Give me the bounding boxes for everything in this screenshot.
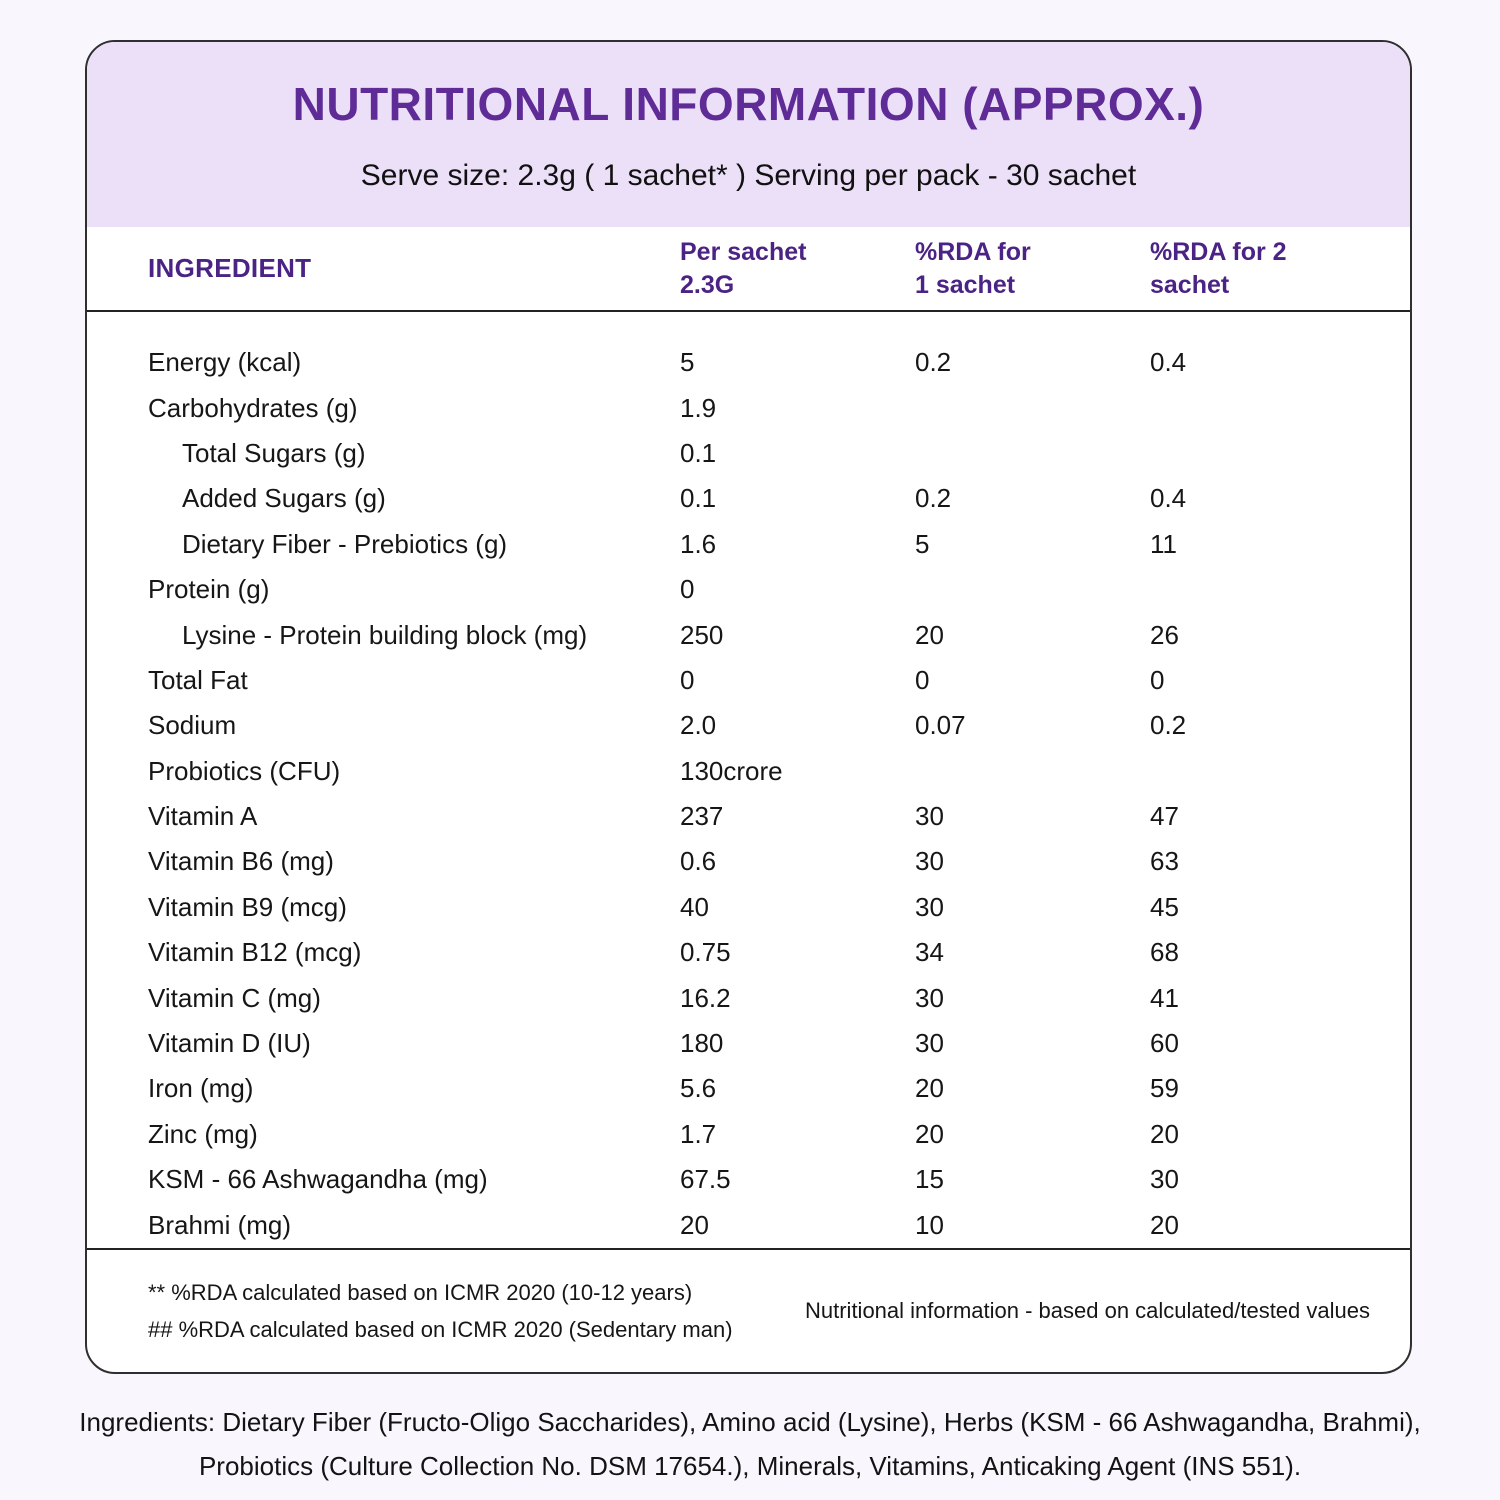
table-row [87,431,1410,476]
table-row [87,1202,1410,1247]
row-value-rda-1-sachet: 30 [915,982,944,1013]
column-rda-1-line1: %RDA for [915,237,1031,266]
table-row [87,885,1410,930]
row-value-rda-2-sachet: 47 [1150,801,1179,832]
table-row [87,749,1410,794]
row-label: Total Fat [148,664,248,695]
row-label: Total Sugars (g) [182,437,366,468]
table-row [87,930,1410,975]
row-value-per-sachet: 1.6 [680,528,717,559]
row-value-per-sachet: 0.6 [680,846,717,877]
row-value-per-sachet: 40 [680,891,709,922]
footer-right-note: Nutritional information - based on calculated/tested values [805,1297,1370,1323]
table-row [87,567,1410,612]
row-value-rda-1-sachet: 0 [915,664,930,695]
table-row [87,1021,1410,1066]
row-value-rda-1-sachet: 20 [915,1118,944,1149]
row-value-rda-1-sachet: 30 [915,1028,944,1059]
table-row [87,476,1410,521]
row-value-rda-1-sachet: 30 [915,801,944,832]
row-value-per-sachet: 5.6 [680,1073,717,1104]
row-value-rda-1-sachet: 5 [915,528,930,559]
row-value-rda-2-sachet: 59 [1150,1073,1179,1104]
row-label: Vitamin B9 (mcg) [148,891,347,922]
row-label: Added Sugars (g) [182,483,386,514]
table-row [87,522,1410,567]
column-rda-1-sachet [915,236,1150,302]
row-value-per-sachet: 67.5 [680,1164,731,1195]
table-row [87,385,1410,430]
row-value-rda-2-sachet: 0 [1150,664,1165,695]
row-label: Sodium [148,710,237,741]
column-per-sachet [680,236,915,302]
row-value-per-sachet: 1.7 [680,1118,717,1149]
row-value-rda-2-sachet: 63 [1150,846,1179,877]
row-value-rda-2-sachet: 45 [1150,891,1179,922]
row-label: KSM - 66 Ashwagandha (mg) [148,1164,488,1195]
row-value-rda-1-sachet: 34 [915,937,944,968]
row-value-per-sachet: 250 [680,619,724,650]
row-value-rda-1-sachet: 10 [915,1209,944,1240]
ingredients-text [0,1400,1500,1488]
row-label: Probiotics (CFU) [148,755,341,786]
nutrition-card [85,40,1412,1374]
row-label: Vitamin D (IU) [148,1028,311,1059]
column-header-row [87,227,1410,310]
row-value-rda-2-sachet: 26 [1150,619,1179,650]
table-row [87,703,1410,748]
row-label: Energy (kcal) [148,347,302,378]
row-value-rda-2-sachet: 0.2 [1150,710,1187,741]
row-label: Vitamin B12 (mcg) [148,937,362,968]
row-value-per-sachet: 5 [680,347,695,378]
row-value-rda-2-sachet: 11 [1150,528,1177,559]
row-value-rda-2-sachet: 0.4 [1150,347,1187,378]
column-per-sachet-line2: 2.3G [680,270,735,299]
table-row [87,839,1410,884]
row-value-rda-1-sachet: 30 [915,891,944,922]
table-row [87,612,1410,657]
table-row [87,1112,1410,1157]
row-label: Protein (g) [148,574,270,605]
table-row [87,1157,1410,1202]
table-row [87,794,1410,839]
row-label: Dietary Fiber - Prebiotics (g) [182,528,508,559]
table-row [87,340,1410,385]
row-value-rda-1-sachet: 0.07 [915,710,966,741]
row-value-rda-1-sachet: 20 [915,1073,944,1104]
row-label: Carbohydrates (g) [148,392,358,423]
ingredients-line-2: Probiotics (Culture Collection No. DSM 17654.), Minerals, Vitamins, Anticaking Agent (INS 551). [198,1451,1302,1481]
column-rda-2-sachet [1150,236,1410,302]
row-value-rda-2-sachet: 20 [1150,1209,1179,1240]
row-value-per-sachet: 16.2 [680,982,731,1013]
row-value-rda-2-sachet: 68 [1150,937,1179,968]
row-value-per-sachet: 0 [680,664,695,695]
row-value-rda-2-sachet: 20 [1150,1118,1179,1149]
column-per-sachet-line1: Per sachet [680,237,807,266]
row-value-rda-2-sachet: 0.4 [1150,483,1187,514]
row-value-per-sachet: 0.75 [680,937,731,968]
serve-size-subtitle: Serve size: 2.3g ( 1 sachet* ) Serving per pack - 30 sachet [360,159,1137,192]
ingredients-line-1: Ingredients: Dietary Fiber (Fructo-Oligo Saccharides), Amino acid (Lysine), Herbs (KSM - 66 Ashwagandha, Brahmi), [79,1407,1421,1437]
header-band [87,42,1410,227]
rda-footnotes [148,1274,733,1348]
row-label: Vitamin A [148,801,258,832]
row-value-rda-1-sachet: 30 [915,846,944,877]
page-title: NUTRITIONAL INFORMATION (APPROX.) [292,78,1205,130]
row-label: Vitamin B6 (mg) [148,846,334,877]
row-value-per-sachet: 1.9 [680,392,717,423]
column-rda-1-line2: 1 sachet [915,270,1016,299]
row-value-per-sachet: 0.1 [680,437,717,468]
row-value-per-sachet: 0.1 [680,483,717,514]
column-rda-2-line1: %RDA for 2 [1150,237,1287,266]
table-row [87,658,1410,703]
row-value-per-sachet: 180 [680,1028,724,1059]
row-value-rda-2-sachet: 60 [1150,1028,1179,1059]
row-value-rda-1-sachet: 15 [915,1164,944,1195]
row-value-per-sachet: 20 [680,1209,709,1240]
row-value-per-sachet: 2.0 [680,710,717,741]
row-value-rda-1-sachet: 0.2 [915,347,952,378]
row-value-rda-2-sachet: 41 [1150,982,1179,1013]
table-rows [87,312,1410,1248]
row-value-per-sachet: 130crore [680,755,783,786]
row-value-rda-2-sachet: 30 [1150,1164,1179,1195]
column-rda-2-line2: sachet [1150,270,1230,299]
footer [87,1250,1410,1348]
table-row [87,1066,1410,1111]
row-label: Iron (mg) [148,1073,254,1104]
table-row [87,975,1410,1020]
row-value-rda-1-sachet: 0.2 [915,483,952,514]
column-ingredient: INGREDIENT [148,253,312,283]
row-label: Vitamin C (mg) [148,982,321,1013]
row-label: Lysine - Protein building block (mg) [182,619,588,650]
row-label: Brahmi (mg) [148,1209,292,1240]
row-label: Zinc (mg) [148,1118,258,1149]
row-value-per-sachet: 237 [680,801,724,832]
footnote-2: ## %RDA calculated based on ICMR 2020 (Sedentary man) [148,1316,733,1342]
row-value-rda-1-sachet: 20 [915,619,944,650]
row-value-per-sachet: 0 [680,574,695,605]
footnote-1: ** %RDA calculated based on ICMR 2020 (10-12 years) [148,1279,693,1305]
